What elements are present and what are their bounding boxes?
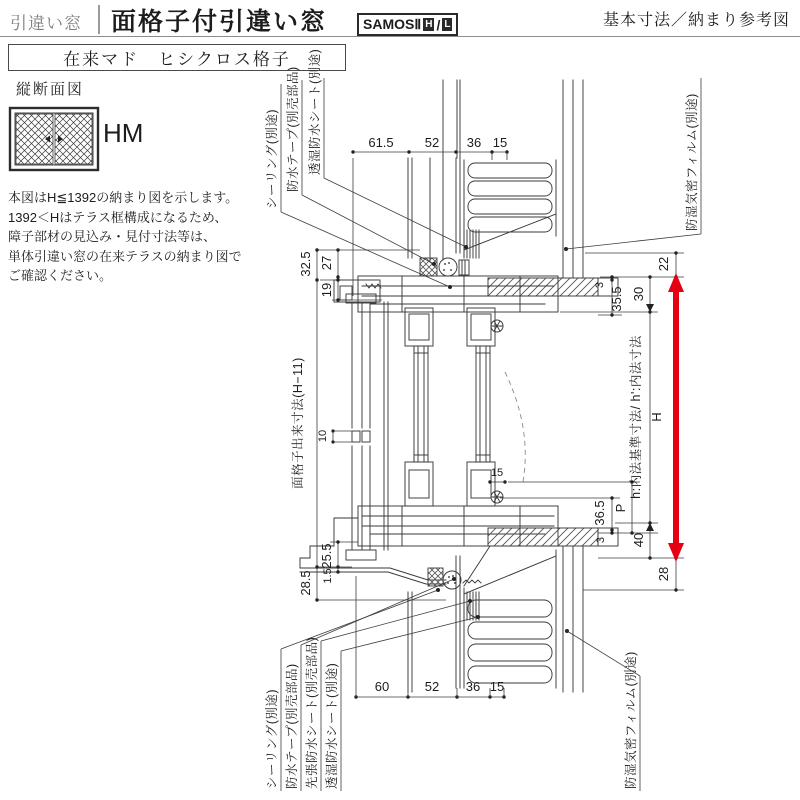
callout-label: 透湿防水シート(別途) [308,48,322,175]
dim-label: 36 [465,679,481,694]
sash-panels [384,302,495,550]
insulation-batt-top [468,163,552,232]
variant-box: 在来マド ヒシクロス格子 [8,44,346,71]
head-trim-board [488,278,598,296]
dimensions-left [290,248,446,601]
lattice-height-label: 面格子出来寸法(H−11) [291,357,305,489]
dim-label: 15 [490,467,504,479]
dim-label: 27 [319,255,334,271]
lattice-window-icon [10,108,98,170]
sill-trim-board [488,528,598,546]
dim-label: 36 [466,135,482,150]
callout-label: 防湿気密フィルム(別途) [624,651,638,789]
dim-label: 19 [319,282,334,298]
callout-label: 防湿気密フィルム(別途) [685,93,699,231]
callouts-bottom-left [264,577,480,791]
document-type-label: 基本寸法／納まり参考図 [602,12,790,29]
note-line: 単体引違い窓の在来テラスの納まり図で [8,248,242,264]
grade-h-badge: H [425,19,433,30]
dim-label: 52 [424,679,440,694]
dim-label: 15 [492,135,508,150]
note-line: 障子部材の見込み・見付寸法等は、 [8,229,217,244]
height-H-arrow [649,273,684,562]
window-category-label: 引違い窓 [10,14,82,33]
dim-label: 40 [631,532,646,548]
dimension-row-bottom [354,576,505,699]
dim-label: 60 [374,679,390,694]
inner-height-label: h:内法基準寸法/ h':内法寸法 [629,335,643,499]
callouts-top-left [264,49,468,289]
callout-label: シーリング(別途) [265,688,279,789]
callout-label: 防水テープ(別売部品) [286,66,300,192]
callout-label: シーリング(別途) [265,108,279,209]
note-line: 本図はH≦1392の納まり図を示します。 [8,190,239,205]
dim-label: 22 [656,256,671,272]
note-line: 1392＜Hはテラス框構成になるため、 [8,209,228,225]
callout-label: 防水テープ(別売部品) [285,663,299,789]
arrow-up-icon [668,273,684,292]
arrow-down-icon [668,543,684,562]
dim-label: 3 [595,536,607,544]
callout-label: 透湿防水シート(別途) [325,662,339,789]
dim-label: 61.5 [368,135,394,150]
callout-top-right [564,78,701,251]
dim-label: 25.5 [319,543,334,569]
dim-label: 1.5 [322,568,334,584]
glazing-inner-sash [476,346,490,462]
dim-label: 32.5 [298,251,313,277]
wall-section-bottom [408,528,618,692]
dim-label: 10 [317,429,329,443]
face-lattice-bars [346,294,376,560]
callout-label: 先張防水シート(別売部品) [305,636,319,789]
dim-label: 15 [489,679,505,694]
callout-bottom-right [565,629,640,791]
glazing-outer-sash [414,346,428,462]
page-title: 面格子付引違い窓 [111,8,328,36]
dim-label-H: H [649,412,664,422]
grade-l-badge: L [444,19,451,30]
dim-label: 52 [424,135,440,150]
frame-sill [300,506,558,589]
icon-code-label: HM [103,118,144,148]
dim-label: 36.5 [592,500,607,526]
dim-label: 35.5 [609,286,624,312]
dim-label: P [613,503,628,513]
dim-label: 28.5 [298,570,313,596]
grade-separator: / [436,16,441,33]
brand-label: SAMOSⅡ [363,16,422,32]
note-line: ご確認ください。 [8,268,113,283]
dim-label: 28 [656,566,671,582]
sheet-lap-top [464,230,479,258]
dim-label: 30 [631,286,646,302]
insulation-batt-bottom [468,600,552,683]
section-view-label: 縦断面図 [16,81,85,98]
dim-label: 3 [594,281,606,289]
